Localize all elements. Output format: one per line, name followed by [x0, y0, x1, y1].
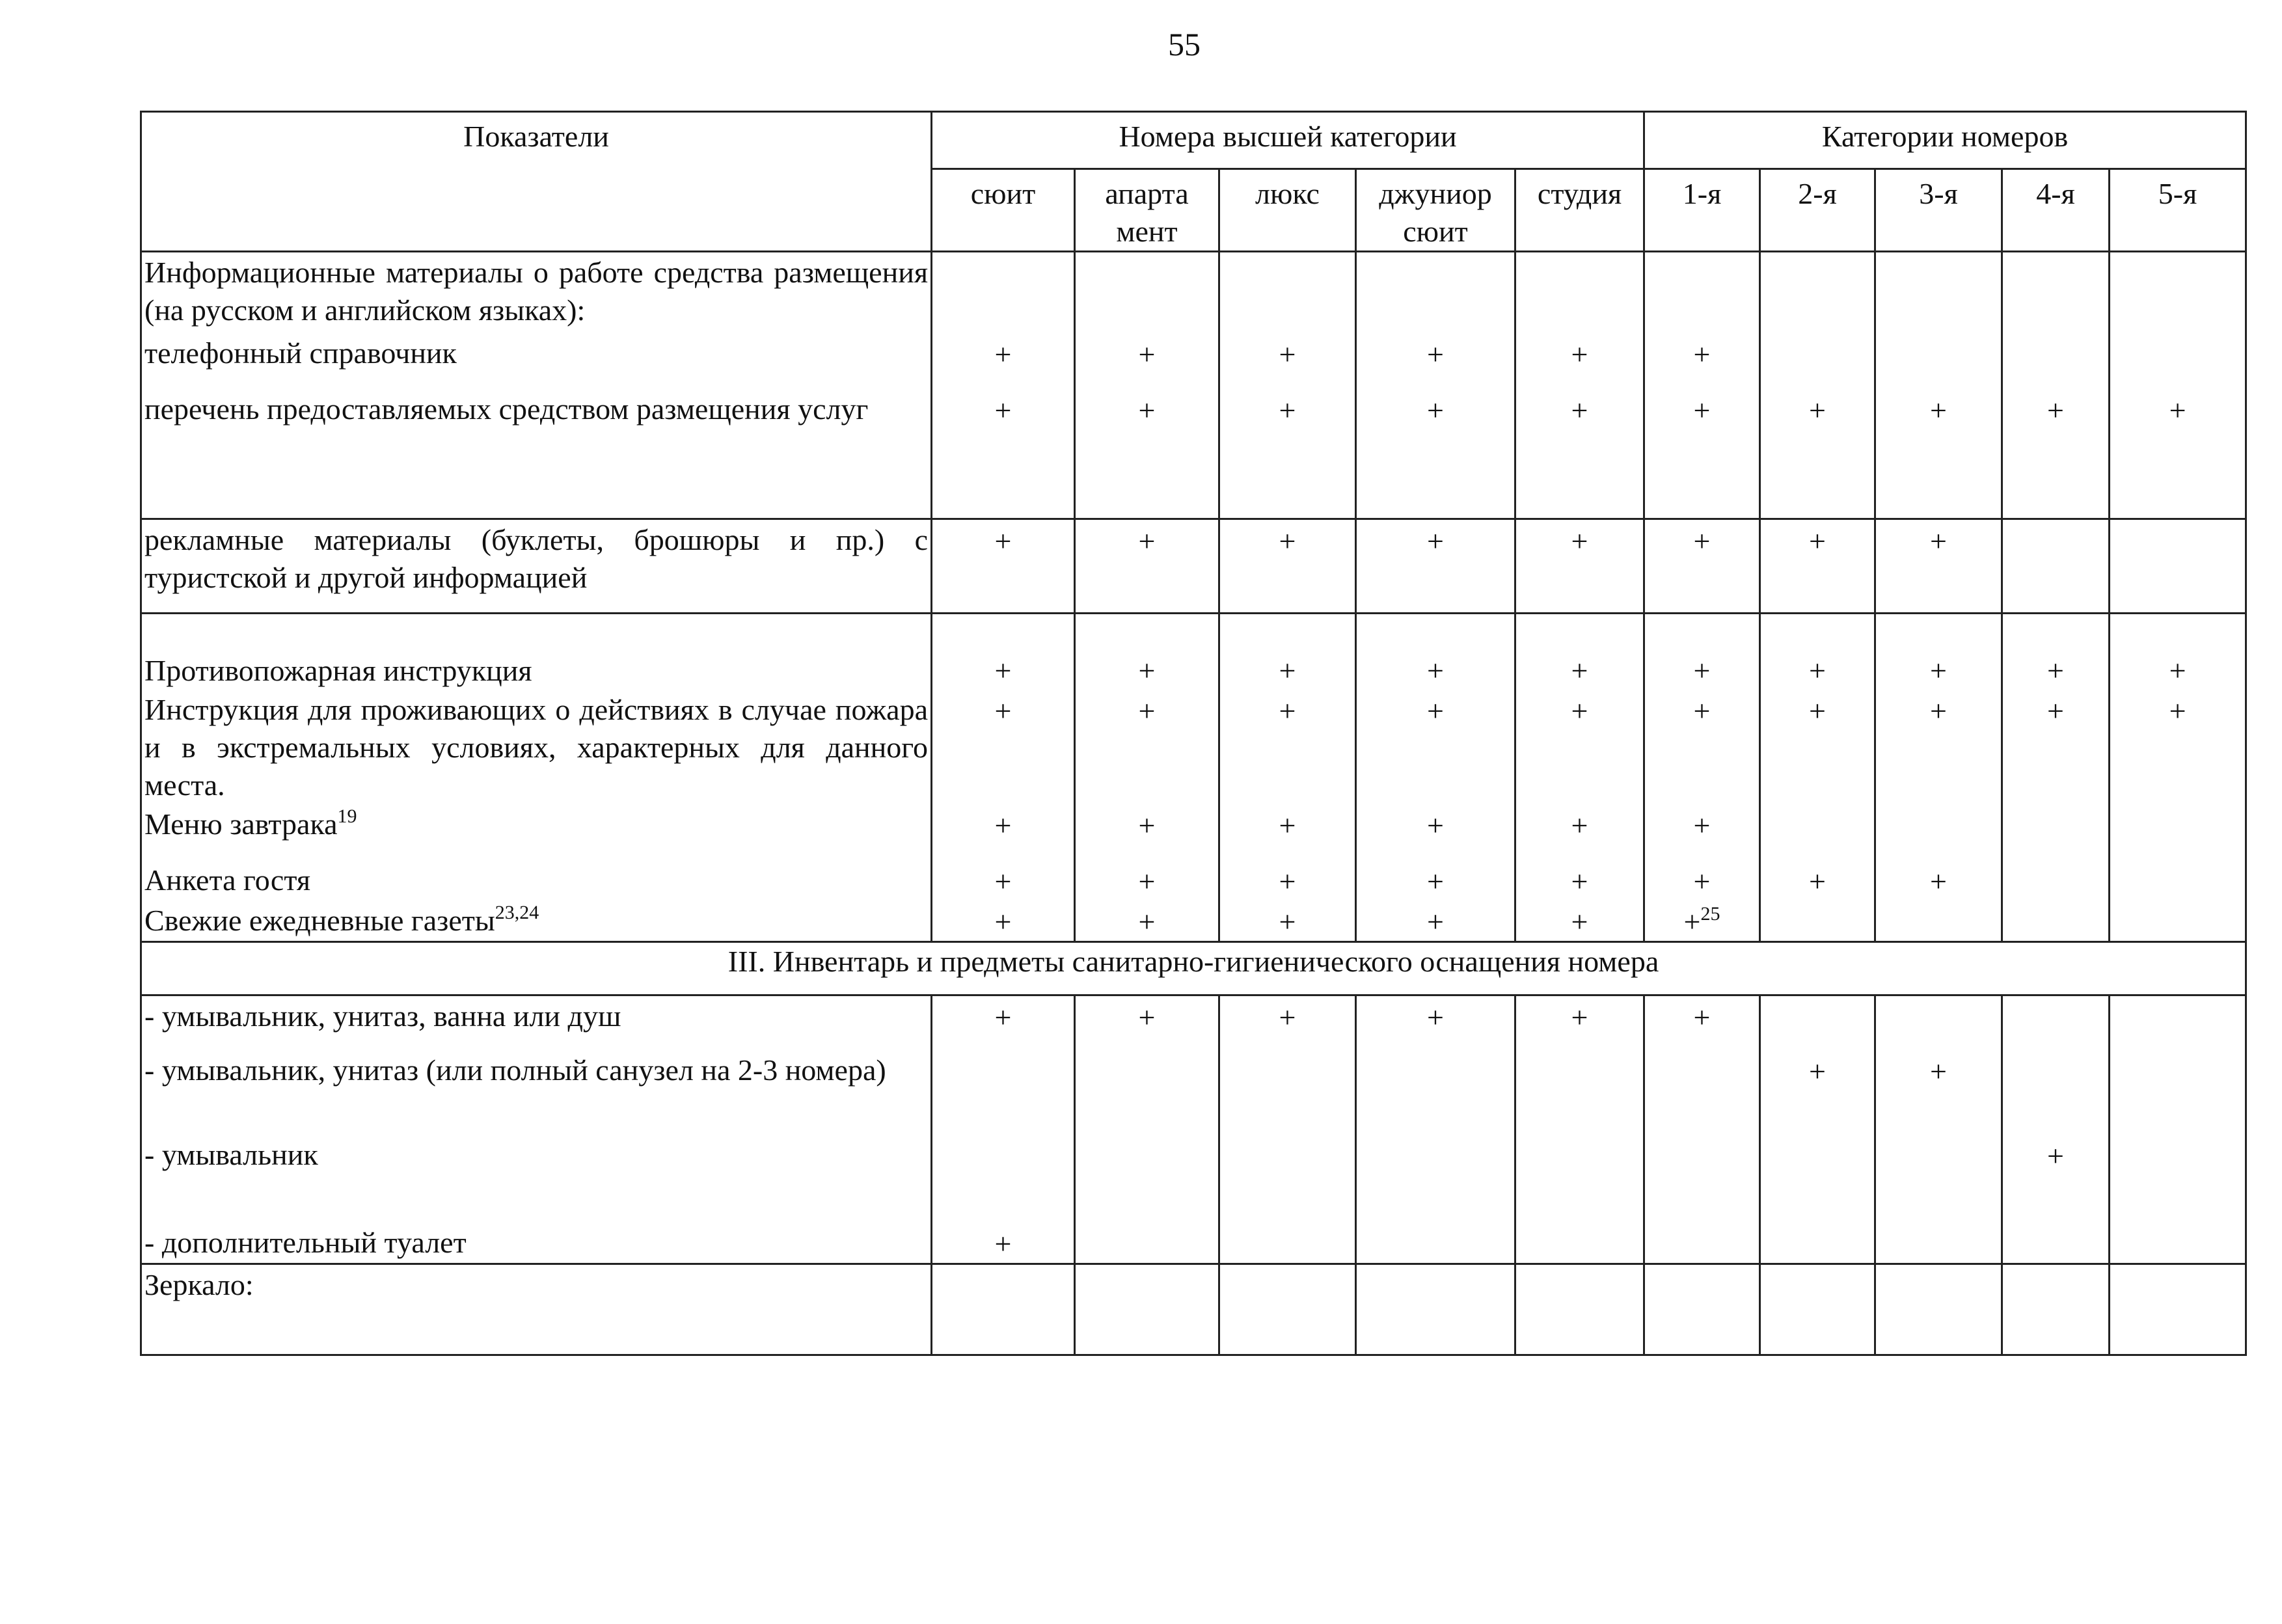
mark-cell — [1515, 389, 1644, 519]
plus-mark: + — [2169, 694, 2186, 727]
mark-cell — [1515, 614, 1644, 690]
plus-mark: + — [994, 654, 1012, 687]
mark-cell — [1515, 995, 1644, 1050]
mark-cell — [1760, 900, 1875, 942]
plus-mark: + — [1693, 694, 1711, 727]
row-label: Зеркало: — [141, 1264, 932, 1355]
plus-mark: + — [1138, 694, 1156, 727]
mark-cell — [1075, 389, 1219, 519]
plus-mark: + — [1693, 337, 1711, 371]
plus-mark: + — [1809, 694, 1826, 727]
mark-cell — [1219, 1050, 1356, 1135]
mark-cell — [1515, 1223, 1644, 1264]
table-row — [141, 860, 2246, 900]
mark-cell — [1075, 1135, 1219, 1223]
plus-mark: + — [1693, 393, 1711, 427]
mark-cell — [1515, 1264, 1644, 1355]
row-label: Информационные материалы о работе средства размещения (на русском и английском языках): — [141, 252, 932, 333]
col-header: апарта мент — [1075, 169, 1219, 252]
plus-mark: + — [2047, 393, 2064, 427]
mark-cell — [1515, 333, 1644, 389]
plus-mark: + — [2047, 694, 2064, 727]
mark-cell — [1644, 333, 1760, 389]
plus-mark: + — [1279, 809, 1296, 842]
row-label: Противопожарная инструкция — [141, 614, 932, 690]
plus-mark: + — [1571, 905, 1588, 938]
mark-cell — [2110, 860, 2246, 900]
row-label: Свежие ежедневные газеты$^{23,24}$ — [141, 900, 932, 942]
col-header: 5-я — [2110, 169, 2246, 252]
col-header: сюит — [932, 169, 1075, 252]
mark-cell — [2002, 1050, 2110, 1135]
plus-mark: + — [994, 905, 1012, 938]
mark-cell — [2002, 519, 2110, 614]
mark-cell — [2002, 333, 2110, 389]
section-heading: III. Инвентарь и предметы санитарно-гигиенического оснащения номера — [141, 942, 2246, 995]
row-label: перечень предоставляемых средством размещения услуг — [141, 389, 932, 519]
mark-cell — [932, 1264, 1075, 1355]
plus-mark: + — [2047, 654, 2064, 687]
mark-cell — [1760, 690, 1875, 804]
mark-cell — [2110, 804, 2246, 860]
mark-cell — [2002, 690, 2110, 804]
mark-cell — [932, 614, 1075, 690]
mark-cell — [1760, 860, 1875, 900]
mark-cell — [1875, 1050, 2002, 1135]
mark-cell — [1219, 690, 1356, 804]
table-row — [141, 690, 2246, 804]
plus-mark: + — [1809, 1054, 1826, 1088]
mark-cell — [1875, 690, 2002, 804]
plus-mark: + — [994, 393, 1012, 427]
plus-mark: + — [1571, 654, 1588, 687]
plus-mark: + — [1930, 393, 1947, 427]
mark-cell — [1219, 389, 1356, 519]
col-header: 4-я — [2002, 169, 2110, 252]
mark-cell — [1356, 804, 1515, 860]
mark-cell — [1760, 1050, 1875, 1135]
table-row — [141, 1223, 2246, 1264]
mark-cell — [2110, 614, 2246, 690]
table-row — [141, 900, 2246, 942]
mark-cell — [1875, 389, 2002, 519]
mark-cell — [1075, 1264, 1219, 1355]
mark-cell — [1644, 900, 1760, 942]
table-row — [141, 1050, 2246, 1135]
plus-mark: + — [1571, 337, 1588, 371]
plus-mark: + — [1427, 393, 1444, 427]
mark-cell — [1644, 389, 1760, 519]
mark-cell — [1875, 1223, 2002, 1264]
plus-mark: + — [994, 524, 1012, 558]
mark-cell — [1515, 860, 1644, 900]
table-row — [141, 614, 2246, 690]
row-label: Меню завтрака$^{19}$ — [141, 804, 932, 860]
mark-cell — [2002, 1135, 2110, 1223]
page-number: 55 — [1168, 26, 1201, 62]
plus-mark: + — [1279, 524, 1296, 558]
plus-mark: + — [1138, 905, 1156, 938]
plus-mark: + — [1571, 524, 1588, 558]
plus-mark: + — [994, 337, 1012, 371]
mark-cell — [1075, 519, 1219, 614]
plus-mark: + — [1427, 337, 1444, 371]
plus-mark: + — [1427, 1001, 1444, 1034]
table-row — [141, 389, 2246, 519]
plus-mark: + — [1930, 654, 1947, 687]
row-label: - умывальник, унитаз, ванна или душ — [141, 995, 932, 1050]
table-row — [141, 1264, 2246, 1355]
mark-cell — [1219, 860, 1356, 900]
plus-mark: + — [1427, 524, 1444, 558]
plus-mark: + — [994, 1226, 1012, 1260]
plus-mark: + — [1427, 905, 1444, 938]
plus-mark: + — [1279, 393, 1296, 427]
table-row — [141, 333, 2246, 389]
plus-mark: + — [2047, 1139, 2064, 1172]
mark-cell — [932, 1135, 1075, 1223]
plus-mark: + — [1138, 393, 1156, 427]
plus-mark: + — [1571, 393, 1588, 427]
mark-cell — [1356, 1264, 1515, 1355]
mark-cell — [1875, 519, 2002, 614]
mark-cell — [1075, 690, 1219, 804]
mark-cell — [1515, 519, 1644, 614]
footnote-mark: 23,24 — [495, 902, 539, 923]
mark-cell — [1219, 333, 1356, 389]
plus-mark: + — [1279, 694, 1296, 727]
mark-cell — [932, 519, 1075, 614]
plus-mark: + — [1138, 1001, 1156, 1034]
plus-mark: + — [1571, 694, 1588, 727]
mark-cell — [1219, 995, 1356, 1050]
mark-cell — [932, 900, 1075, 942]
mark-cell — [1760, 1264, 1875, 1355]
mark-cell — [1760, 333, 1875, 389]
mark-cell — [1644, 1135, 1760, 1223]
plus-mark: + — [1571, 809, 1588, 842]
row-label: Анкета гостя — [141, 860, 932, 900]
mark-cell — [2002, 389, 2110, 519]
row-label: Инструкция для проживающих о действиях в случае пожара и в экстремальных условиях, характерных для данного места. — [141, 690, 932, 804]
category-requirements-table — [140, 111, 2247, 1356]
mark-cell — [1356, 614, 1515, 690]
mark-cell — [1219, 1223, 1356, 1264]
mark-cell — [1075, 900, 1219, 942]
mark-cell — [1515, 690, 1644, 804]
plus-mark: + — [1571, 1001, 1588, 1034]
mark-cell — [1644, 690, 1760, 804]
mark-cell — [1875, 614, 2002, 690]
col-header: люкс — [1219, 169, 1356, 252]
mark-cell — [1219, 1135, 1356, 1223]
mark-cell — [1356, 389, 1515, 519]
plus-mark: + — [1138, 337, 1156, 371]
plus-mark: + — [1571, 865, 1588, 898]
plus-mark: + — [1693, 865, 1711, 898]
mark-cell — [1760, 389, 1875, 519]
row-label: - умывальник, унитаз (или полный санузел на 2-3 номера) — [141, 1050, 932, 1135]
mark-cell — [1356, 519, 1515, 614]
mark-cell — [1075, 614, 1219, 690]
header-high-category: Номера высшей категории — [932, 112, 1644, 169]
mark-cell — [1760, 519, 1875, 614]
mark-cell — [1075, 1223, 1219, 1264]
mark-cell — [2110, 995, 2246, 1050]
plus-mark: + — [994, 809, 1012, 842]
mark-cell — [1356, 860, 1515, 900]
mark-cell — [932, 860, 1075, 900]
mark-cell — [1075, 804, 1219, 860]
mark-cell — [1875, 804, 2002, 860]
mark-cell — [1075, 995, 1219, 1050]
mark-cell — [2110, 389, 2246, 519]
mark-cell — [1644, 860, 1760, 900]
row-label: - умывальник — [141, 1135, 932, 1223]
plus-mark: + — [1138, 524, 1156, 558]
mark-cell — [1075, 1050, 1219, 1135]
header-indicators: Показатели — [141, 112, 932, 252]
mark-cell — [932, 995, 1075, 1050]
plus-mark: + — [1693, 524, 1711, 558]
row-label: - дополнительный туалет — [141, 1223, 932, 1264]
mark-cell — [1356, 690, 1515, 804]
mark-cell — [1356, 900, 1515, 942]
mark-cell — [2110, 1264, 2246, 1355]
mark-cell — [932, 389, 1075, 519]
mark-cell — [2002, 804, 2110, 860]
plus-mark: + — [1930, 1054, 1947, 1088]
row-label: телефонный справочник — [141, 333, 932, 389]
mark-cell — [1875, 1135, 2002, 1223]
mark-cell — [1219, 614, 1356, 690]
mark-cell — [1356, 1223, 1515, 1264]
mark-cell — [1875, 995, 2002, 1050]
col-header: джуниор сюит — [1356, 169, 1515, 252]
plus-mark: + — [1427, 694, 1444, 727]
col-header: 1-я — [1644, 169, 1760, 252]
mark-cell — [2110, 690, 2246, 804]
mark-cell — [2110, 1223, 2246, 1264]
mark-cell — [2110, 1135, 2246, 1223]
mark-cell — [2110, 1050, 2246, 1135]
mark-cell — [1515, 1050, 1644, 1135]
mark-cell — [1219, 804, 1356, 860]
mark-cell — [1644, 519, 1760, 614]
plus-mark: + — [994, 1001, 1012, 1034]
plus-mark: + — [1138, 865, 1156, 898]
mark-cell — [1875, 333, 2002, 389]
mark-cell — [2002, 860, 2110, 900]
mark-cell — [2002, 614, 2110, 690]
plus-mark: + — [994, 694, 1012, 727]
table-row — [141, 252, 2246, 333]
mark-cell — [1760, 614, 1875, 690]
mark-cell — [1760, 995, 1875, 1050]
mark-cell — [2110, 900, 2246, 942]
plus-mark: + — [1279, 1001, 1296, 1034]
mark-cell — [1875, 860, 2002, 900]
mark-cell — [1644, 1223, 1760, 1264]
mark-cell — [1644, 1050, 1760, 1135]
plus-mark: + — [1279, 905, 1296, 938]
plus-mark: + — [1427, 865, 1444, 898]
plus-mark: + — [1809, 393, 1826, 427]
mark-cell — [1356, 1050, 1515, 1135]
mark-cell — [932, 1223, 1075, 1264]
mark-cell — [1356, 1135, 1515, 1223]
mark-cell — [1760, 1135, 1875, 1223]
mark-cell — [1075, 860, 1219, 900]
plus-mark: + — [1279, 337, 1296, 371]
table-row — [141, 804, 2246, 860]
plus-mark: + — [1693, 1001, 1711, 1034]
plus-mark: + — [2169, 654, 2186, 687]
mark-cell — [2002, 1223, 2110, 1264]
plus-mark: + — [1693, 654, 1711, 687]
mark-cell — [1356, 333, 1515, 389]
plus-mark: + — [1809, 524, 1826, 558]
mark-cell — [1644, 614, 1760, 690]
mark-cell — [932, 804, 1075, 860]
mark-cell — [2002, 900, 2110, 942]
mark-cell — [932, 333, 1075, 389]
plus-mark: + — [1809, 865, 1826, 898]
mark-cell — [1219, 1264, 1356, 1355]
mark-cell — [1644, 995, 1760, 1050]
row-label: рекламные материалы (буклеты, брошюры и пр.) с туристской и другой информацией — [141, 519, 932, 614]
footnote-mark: 19 — [337, 805, 357, 827]
footnote-mark: 25 — [1700, 903, 1720, 925]
mark-cell — [1219, 519, 1356, 614]
mark-cell — [1075, 333, 1219, 389]
mark-cell — [932, 690, 1075, 804]
plus-mark: + — [1427, 654, 1444, 687]
plus-mark: + — [2169, 393, 2186, 427]
mark-cell — [1875, 900, 2002, 942]
mark-cell — [1760, 804, 1875, 860]
header-room-categories: Категории номеров — [1644, 112, 2246, 169]
mark-cell — [1515, 1135, 1644, 1223]
plus-mark: + — [1809, 654, 1826, 687]
plus-mark: + — [1693, 809, 1711, 842]
mark-cell — [1644, 804, 1760, 860]
mark-cell — [1760, 1223, 1875, 1264]
plus-mark: + — [1930, 694, 1947, 727]
mark-cell — [932, 1050, 1075, 1135]
mark-cell — [1515, 900, 1644, 942]
mark-cell — [1875, 1264, 2002, 1355]
col-header: 2-я — [1760, 169, 1875, 252]
plus-mark: + — [1138, 809, 1156, 842]
section-row — [141, 942, 2246, 995]
plus-mark: + — [994, 865, 1012, 898]
mark-cell — [2110, 519, 2246, 614]
plus-mark: + — [1683, 905, 1701, 938]
table-row — [141, 1135, 2246, 1223]
col-header: 3-я — [1875, 169, 2002, 252]
plus-mark: + — [1279, 865, 1296, 898]
table-row — [141, 995, 2246, 1050]
table-row — [141, 519, 2246, 614]
mark-cell — [2002, 995, 2110, 1050]
plus-mark: + — [1930, 865, 1947, 898]
header-row-1 — [141, 112, 2246, 169]
mark-cell — [1644, 1264, 1760, 1355]
mark-cell — [2002, 1264, 2110, 1355]
col-header: студия — [1515, 169, 1644, 252]
plus-mark: + — [1427, 809, 1444, 842]
mark-cell — [1515, 804, 1644, 860]
mark-cell — [2110, 333, 2246, 389]
plus-mark: + — [1138, 654, 1156, 687]
mark-cell — [1356, 995, 1515, 1050]
mark-cell — [1219, 900, 1356, 942]
plus-mark: + — [1279, 654, 1296, 687]
plus-mark: + — [1930, 524, 1947, 558]
